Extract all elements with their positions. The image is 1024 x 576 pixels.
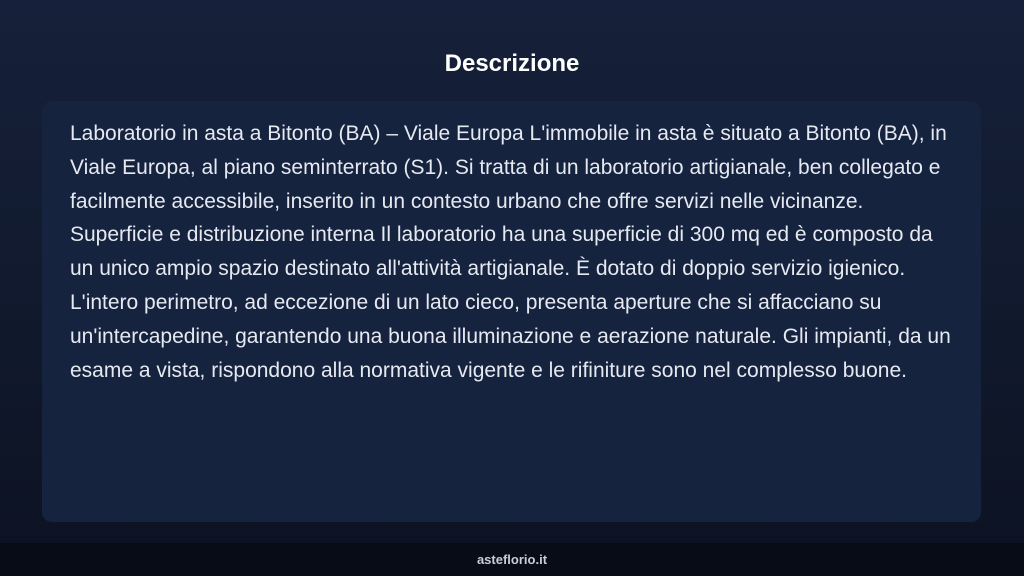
page-title: Descrizione	[444, 50, 580, 77]
footer-brand: asteflorio.it	[476, 552, 548, 567]
description-text: Laboratorio in asta a Bitonto (BA) – Viale Europa L'immobile in asta è situato a Bitonto (BA), in Viale Europa, al piano seminterrato (S1). Si tratta di un laboratorio artigianale, ben collegato e facilmente accessibile, inserito in un contesto urbano che offre servizi nelle vicinanze. Superficie e distribuzione interna Il laboratorio ha una superficie di 300 mq ed è composto da un unico ampio spazio destinato all'attività artigianale. È dotato di doppio servizio igienico. L'intero perimetro, ad eccezione di un lato cieco, presenta aperture che si affacciano su un'intercapedine, garantendo una buona illuminazione e aerazione naturale. Gli impianti, da un esame a vista, rispondono alla normativa vigente e le rifiniture sono nel complesso buone.	[70, 122, 951, 382]
footer-bar	[0, 543, 1024, 576]
description-card	[42, 101, 981, 522]
